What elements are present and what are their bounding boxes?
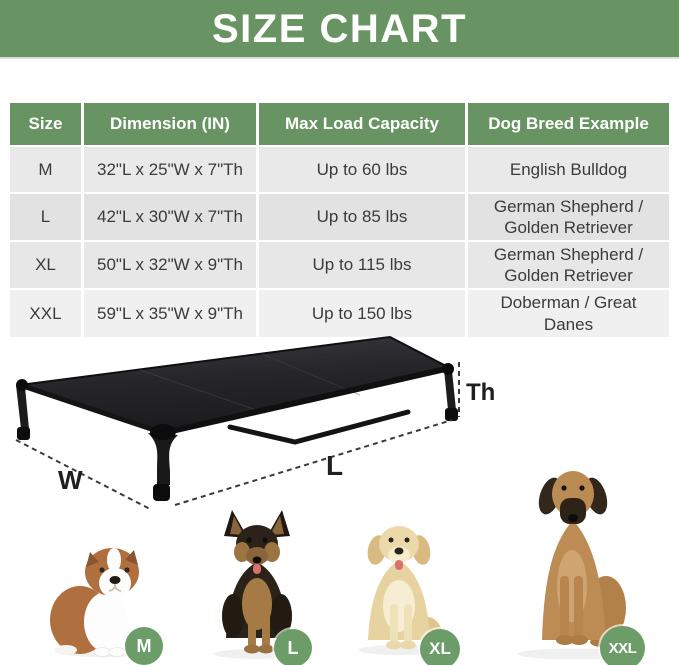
cell-dimension-m: 32"L x 25"W x 7"Th [84, 147, 256, 192]
cell-capacity-m: Up to 60 lbs [259, 147, 465, 192]
width-dimension-line [16, 440, 150, 509]
cell-dimension-xl: 50"L x 32"W x 9"Th [84, 242, 256, 288]
page-title: SIZE CHART [212, 6, 467, 51]
width-label: W [58, 465, 83, 495]
cell-capacity-xxl: Up to 150 lbs [259, 290, 465, 337]
col-header-breed: Dog Breed Example [468, 103, 669, 145]
size-table [10, 103, 669, 337]
cell-breed-l: German Shepherd / Golden Retriever [468, 194, 669, 240]
size-badge-xl: XL [420, 629, 460, 665]
cell-breed-m: English Bulldog [468, 147, 669, 192]
cell-dimension-l: 42"L x 30"W x 7"Th [84, 194, 256, 240]
size-badge-xxl: XXL [600, 626, 645, 665]
length-label: L [326, 450, 344, 481]
header-banner [0, 0, 679, 59]
thickness-label: Th [466, 379, 496, 406]
cell-size-xl: XL [10, 242, 81, 288]
cell-size-m: M [10, 147, 81, 192]
cell-size-xxl: XXL [10, 290, 81, 337]
cell-breed-xl: German Shepherd / Golden Retriever [468, 242, 669, 288]
col-header-size: Size [10, 103, 81, 145]
cell-dimension-xxl: 59"L x 35"W x 9"Th [84, 290, 256, 337]
length-dimension-line [175, 420, 452, 505]
col-header-dimension: Dimension (IN) [84, 103, 256, 145]
cell-breed-xxl: Doberman / Great Danes [468, 290, 669, 337]
dog-bed-illustration [0, 333, 500, 515]
size-badge-l: L [274, 629, 312, 665]
col-header-capacity: Max Load Capacity [259, 103, 465, 145]
cell-size-l: L [10, 194, 81, 240]
cell-capacity-l: Up to 85 lbs [259, 194, 465, 240]
cell-capacity-xl: Up to 115 lbs [259, 242, 465, 288]
size-badge-m: M [125, 627, 163, 665]
